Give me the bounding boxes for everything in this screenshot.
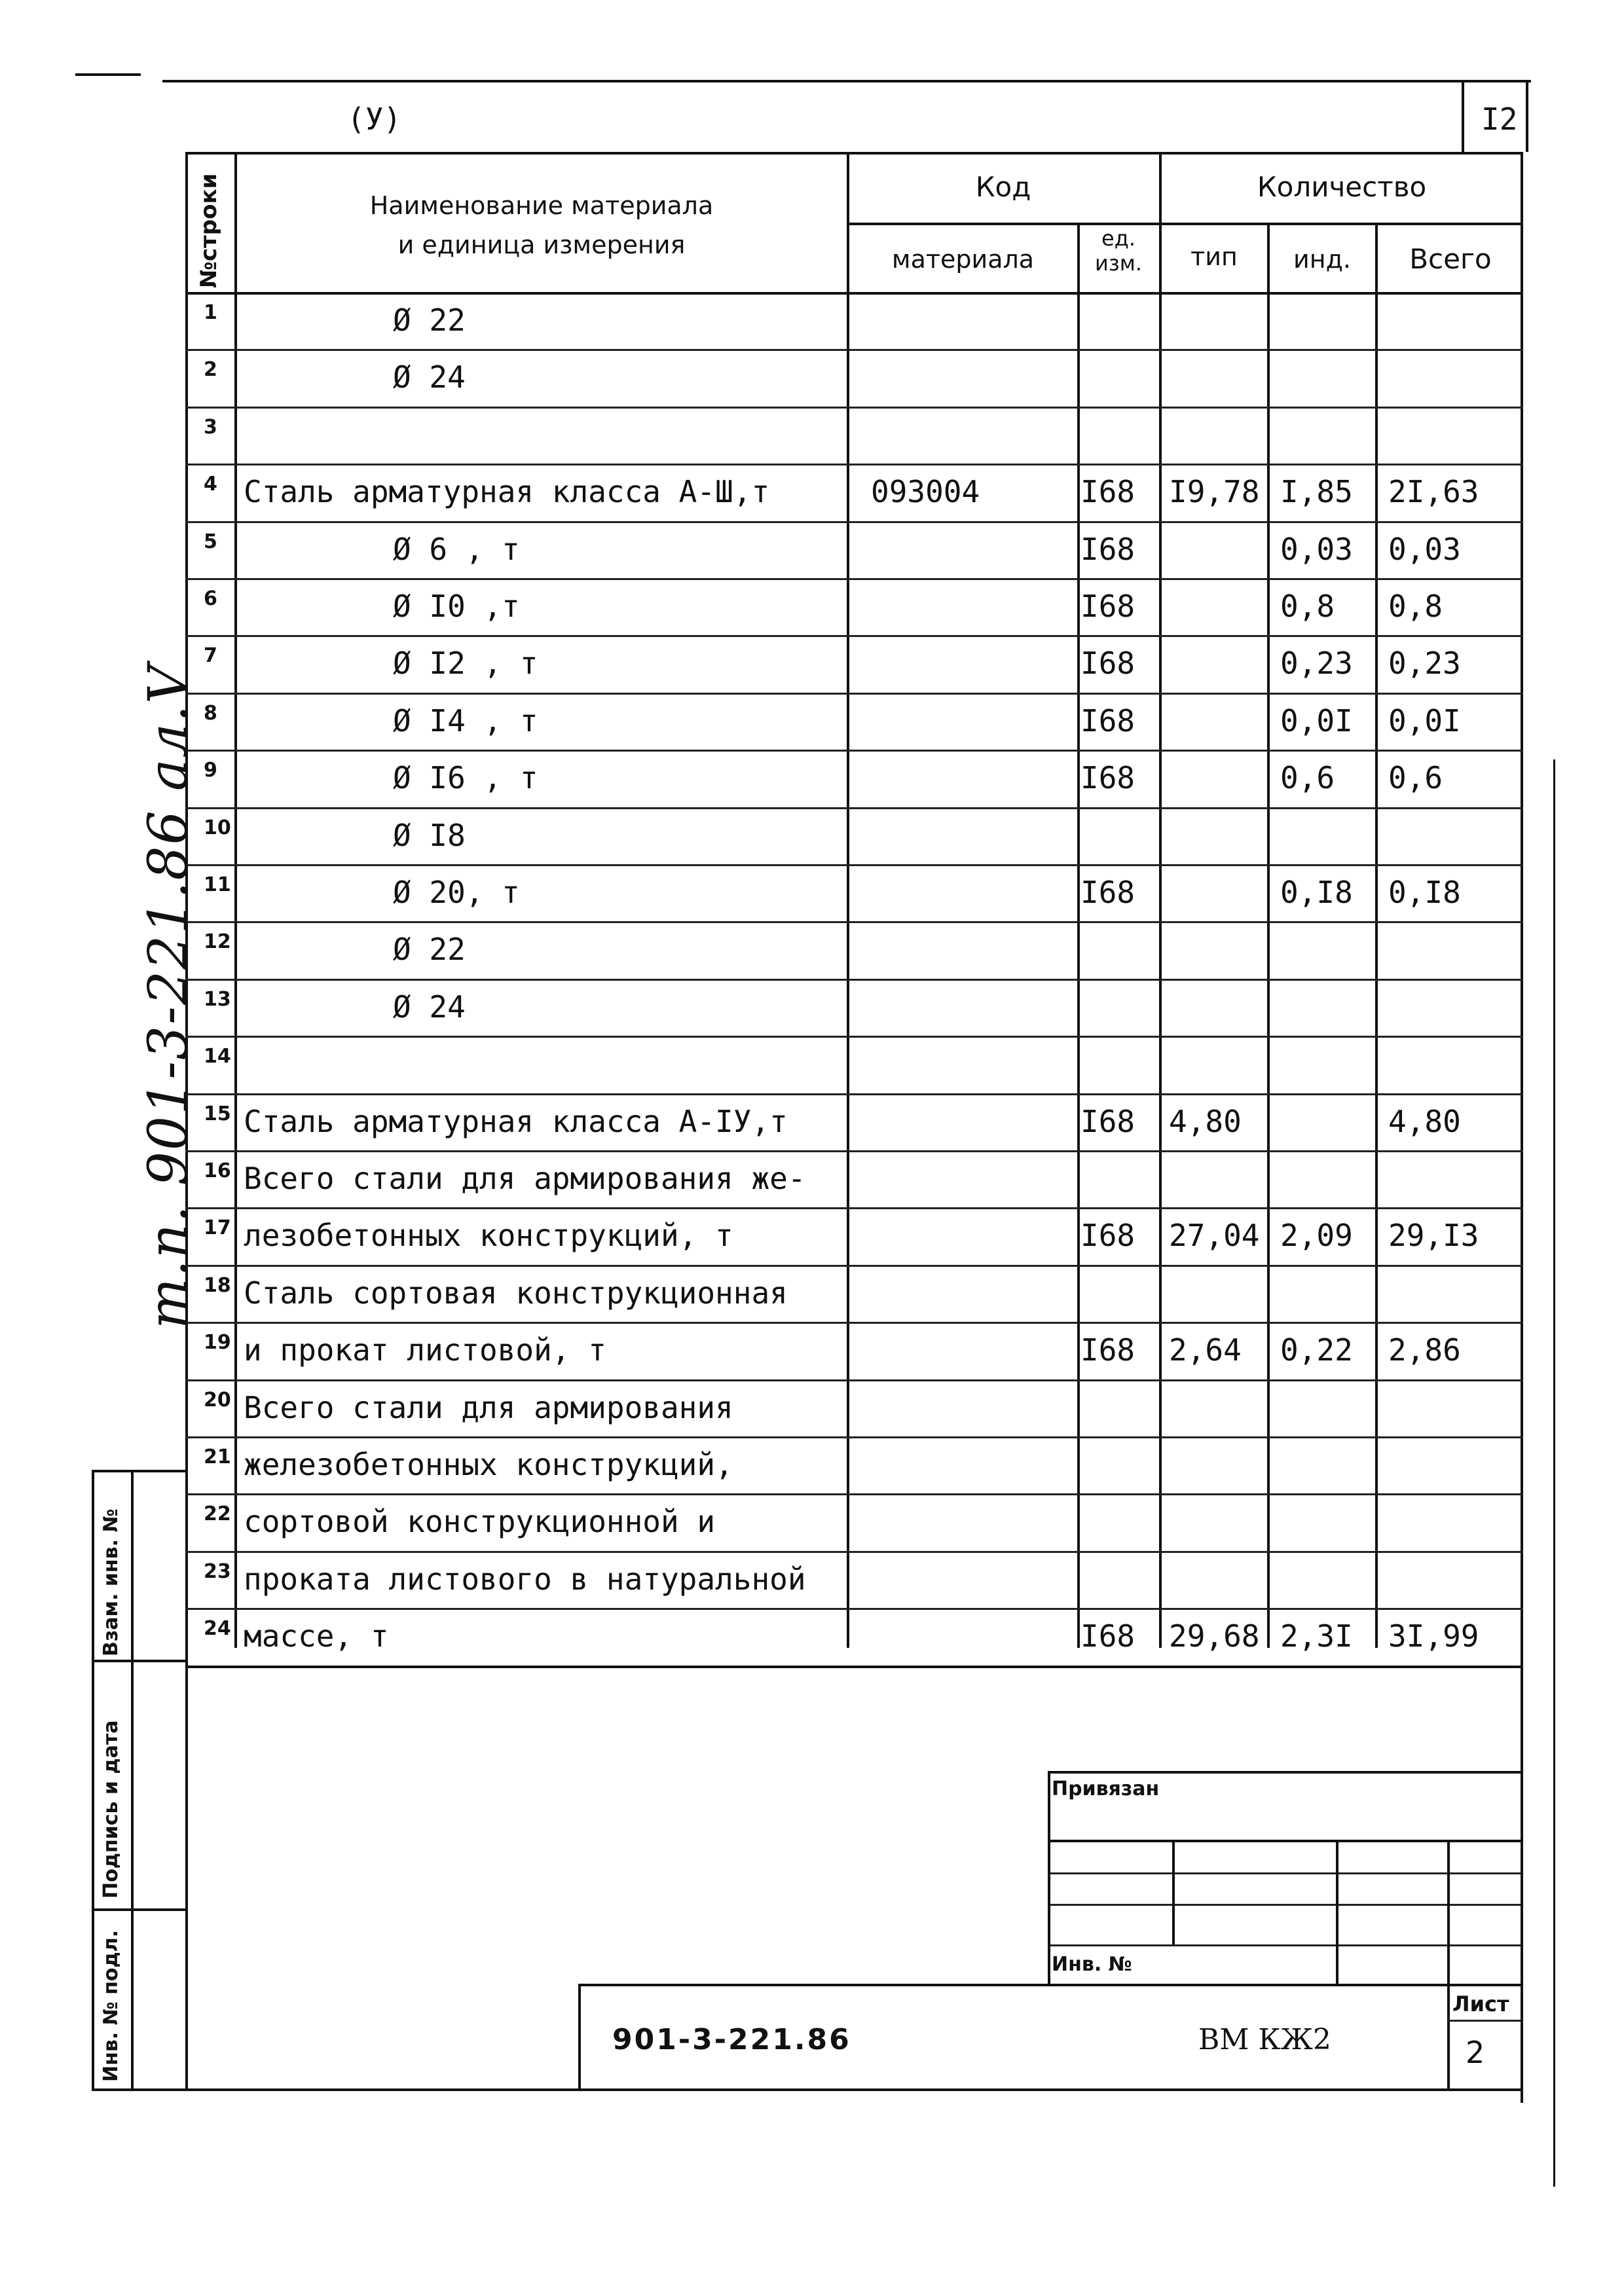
row-number: 10	[204, 816, 231, 839]
unit-code-cell: I68	[1080, 474, 1135, 509]
qty-ind-cell: 0,0I	[1280, 703, 1353, 738]
qty-type-cell: 29,68	[1169, 1618, 1260, 1654]
document-mark: ВМ КЖ2	[1198, 2023, 1331, 2056]
row-number: 24	[204, 1617, 231, 1640]
col-qty-type-header: тип	[1190, 242, 1238, 271]
qty-total-cell: 3I,99	[1388, 1618, 1479, 1654]
qty-total-cell: 0,03	[1388, 532, 1461, 567]
document-code: 901-3-221.86	[612, 2023, 851, 2056]
qty-total-cell: 0,0I	[1388, 703, 1461, 738]
qty-total-cell: 0,I8	[1388, 875, 1461, 910]
material-name-cell: Всего стали для армирования же-	[244, 1161, 806, 1196]
row-number: 2	[204, 358, 217, 381]
qty-total-cell: 0,8	[1388, 589, 1443, 624]
qty-total-cell: 4,80	[1388, 1104, 1461, 1139]
diameter-cell: Ø I0 ,т	[393, 589, 520, 624]
diameter-cell: Ø 22	[393, 302, 466, 338]
unit-code-cell: I68	[1080, 589, 1135, 624]
diameter-cell: Ø 22	[393, 932, 466, 967]
diameter-cell: Ø 6 , т	[393, 532, 520, 567]
unit-code-cell: I68	[1080, 646, 1135, 681]
sheet-number-top: I2	[1481, 101, 1518, 137]
qty-total-cell: 29,I3	[1388, 1218, 1479, 1253]
col-qty-total-header: Всего	[1409, 243, 1492, 275]
qty-ind-cell: 0,I8	[1280, 875, 1353, 910]
row-number: 13	[204, 988, 231, 1011]
row-number: 22	[204, 1503, 231, 1525]
col-code-material-header: материала	[891, 245, 1035, 274]
diameter-cell: Ø I2 , т	[393, 646, 538, 681]
row-number: 5	[204, 530, 217, 553]
section-mark: (У)	[347, 101, 402, 137]
row-number: 23	[204, 1560, 231, 1583]
inv-original-label: Инв. № подл.	[100, 1929, 122, 2082]
qty-ind-cell: 2,09	[1280, 1218, 1353, 1253]
row-number: 16	[204, 1159, 231, 1182]
sheet-label: Лист	[1452, 1992, 1509, 2016]
row-number: 19	[204, 1331, 231, 1354]
unit-code-cell: I68	[1080, 1618, 1135, 1654]
material-name-cell: Всего стали для армирования	[244, 1390, 733, 1425]
replacement-inv-label: Взам. инв. №	[100, 1508, 122, 1656]
col-name-header-line2: и единица измерения	[397, 230, 686, 259]
qty-type-cell: I9,78	[1169, 474, 1260, 509]
qty-type-cell: 27,04	[1169, 1218, 1260, 1253]
col-qty-ind-header: инд.	[1293, 245, 1351, 274]
qty-ind-cell: 2,3I	[1280, 1618, 1353, 1654]
material-name-cell: Сталь арматурная класса А-Ш,т	[244, 474, 770, 509]
qty-type-cell: 4,80	[1169, 1104, 1242, 1139]
qty-ind-cell: I,85	[1280, 474, 1353, 509]
diameter-cell: Ø I8	[393, 818, 466, 853]
unit-code-cell: I68	[1080, 532, 1135, 567]
diameter-cell: Ø I6 , т	[393, 760, 538, 795]
row-number: 9	[204, 759, 217, 782]
row-number: 11	[204, 873, 231, 896]
inv-no-label: Инв. №	[1052, 1953, 1132, 1976]
unit-code-cell: I68	[1080, 703, 1135, 738]
qty-total-cell: 2I,63	[1388, 474, 1479, 509]
qty-ind-cell: 0,23	[1280, 646, 1353, 681]
row-number: 18	[204, 1274, 231, 1297]
sheet-value: 2	[1466, 2035, 1485, 2070]
row-number: 3	[204, 416, 217, 439]
row-number: 20	[204, 1389, 231, 1412]
unit-code-cell: I68	[1080, 1332, 1135, 1368]
material-name-cell: лезобетонных конструкций, т	[244, 1218, 733, 1253]
unit-code-cell: I68	[1080, 875, 1135, 910]
signature-date-label: Подпись и дата	[100, 1720, 122, 1899]
qty-ind-cell: 0,03	[1280, 532, 1353, 567]
material-name-cell: железобетонных конструкций,	[244, 1447, 733, 1482]
qty-ind-cell: 0,8	[1280, 589, 1335, 624]
material-code-cell: 093004	[871, 474, 980, 509]
attached-label: Привязан	[1052, 1777, 1160, 1800]
diameter-cell: Ø 24	[393, 359, 466, 395]
qty-type-cell: 2,64	[1169, 1332, 1242, 1368]
material-name-cell: Сталь сортовая конструкционная	[244, 1275, 788, 1311]
handwritten-project-note: т.п. 901-3-221.86 ал.V	[138, 663, 200, 1329]
material-name-cell: и прокат листовой, т	[244, 1332, 606, 1368]
qty-total-cell: 0,23	[1388, 646, 1461, 681]
diameter-cell: Ø 20, т	[393, 875, 520, 910]
material-name-cell: сортовой конструкционной и	[244, 1504, 716, 1539]
diameter-cell: Ø 24	[393, 989, 466, 1025]
col-code-header: Код	[975, 171, 1031, 203]
unit-code-cell: I68	[1080, 760, 1135, 795]
row-number: 8	[204, 702, 217, 725]
qty-total-cell: 2,86	[1388, 1332, 1461, 1368]
qty-ind-cell: 0,22	[1280, 1332, 1353, 1368]
unit-code-cell: I68	[1080, 1104, 1135, 1139]
row-number: 15	[204, 1102, 231, 1125]
diameter-cell: Ø I4 , т	[393, 703, 538, 738]
row-number: 21	[204, 1446, 231, 1468]
material-name-cell: массе, т	[244, 1618, 389, 1654]
material-name-cell: Сталь арматурная класса А-IУ,т	[244, 1104, 788, 1139]
row-number: 7	[204, 644, 217, 667]
col-name-header-line1: Наименование материала	[369, 191, 714, 220]
material-name-cell: проката листового в натуральной	[244, 1561, 806, 1597]
row-number: 6	[204, 587, 217, 610]
qty-total-cell: 0,6	[1388, 760, 1443, 795]
row-number: 1	[204, 301, 217, 324]
row-number: 14	[204, 1045, 231, 1068]
col-qty-header: Количество	[1257, 171, 1427, 203]
qty-ind-cell: 0,6	[1280, 760, 1335, 795]
row-number: 4	[204, 473, 217, 496]
unit-code-cell: I68	[1080, 1218, 1135, 1253]
row-number: 17	[204, 1216, 231, 1239]
col-code-unit-header: ед. изм.	[1094, 226, 1143, 276]
row-number: 12	[204, 930, 231, 953]
col-rownum-header: №строки	[196, 173, 222, 288]
